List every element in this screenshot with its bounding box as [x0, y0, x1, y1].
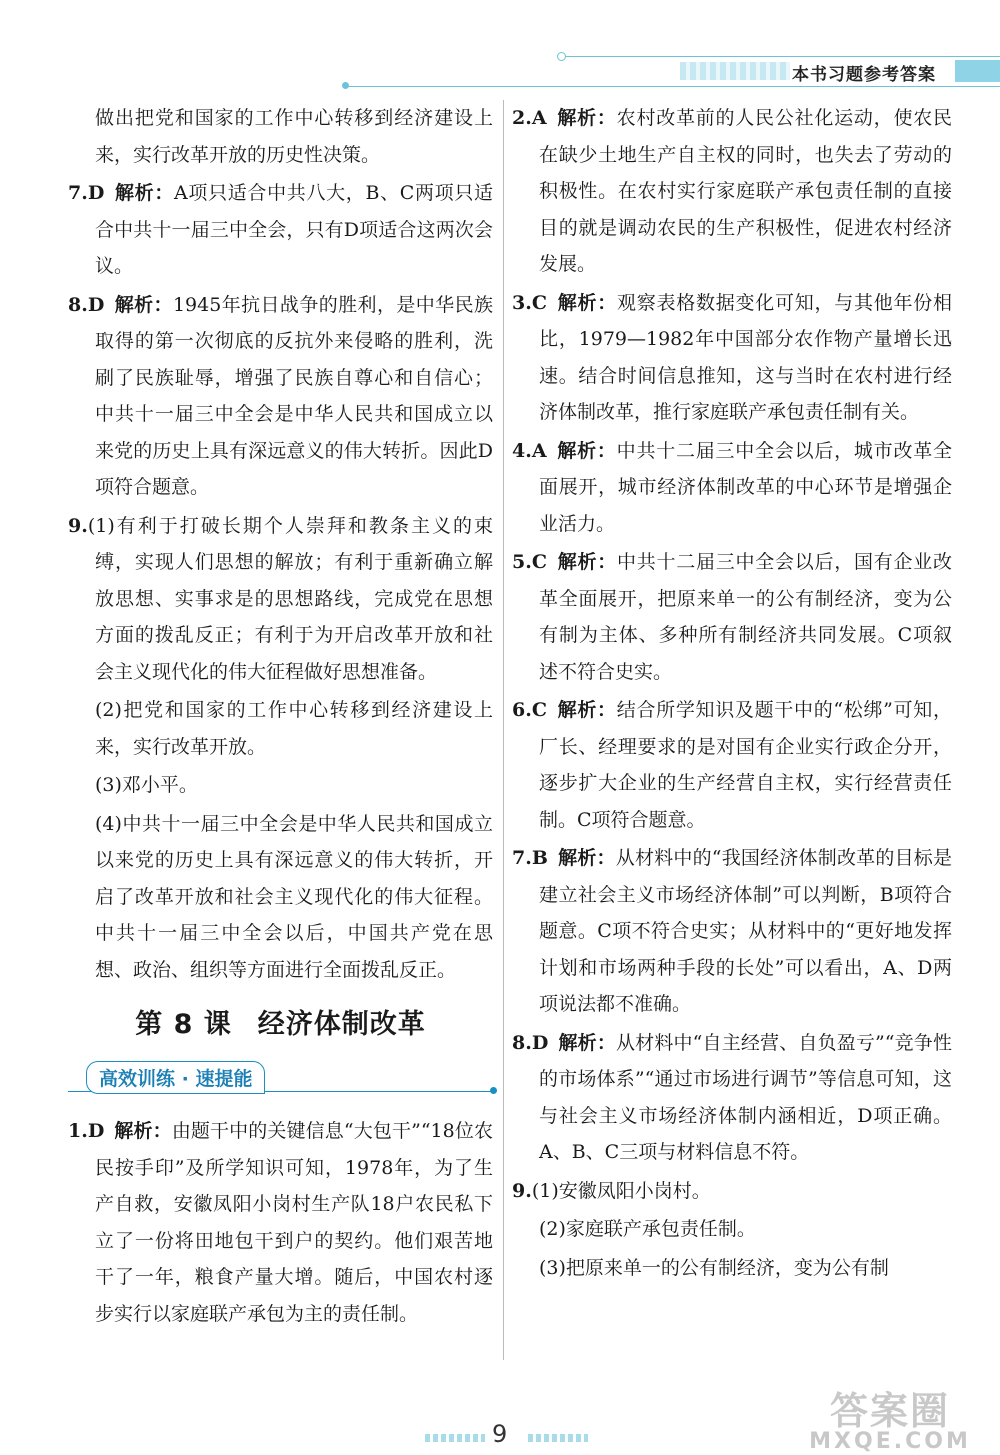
- answer-number: 4.A: [512, 439, 547, 462]
- header-rule-dot: [557, 52, 566, 61]
- page-number: 9: [492, 1420, 508, 1448]
- answer-text: 1945年抗日战争的胜利，是中华民族取得的第一次彻底的反抗外来侵略的胜利，洗刷了民族耻辱，增强了民族自尊心和自信心；中共十一届三中全会是中华人民共和国成立以来党的历史上具有深远意义的伟大转折。因此D项符合题意。: [95, 293, 493, 498]
- answer-number: 8.D: [512, 1031, 549, 1054]
- answer-number: 1.D: [68, 1120, 105, 1142]
- answer-text: (3)把原来单一的公有制经济，变为公有制: [539, 1256, 889, 1279]
- answer-text: 观察表格数据变化可知，与其他年份相比，1979—1982年中国部分农作物产量增长迅速。结合时间信息推知，这与当时在农村进行经济体制改革，推行家庭联产承包责任制有关。: [539, 291, 952, 423]
- left-column: [68, 100, 493, 1334]
- answer-item-9: [68, 508, 493, 989]
- analysis-tag: 解析：: [114, 1120, 172, 1142]
- footer-decoration-right: [528, 1434, 588, 1442]
- answer-part-4: [68, 806, 493, 989]
- header-tab-marker: [955, 60, 1000, 82]
- answer-part-1: [512, 1173, 952, 1210]
- answer-text: 结合所学知识及题干中的“松绑”可知，厂长、经理要求的是对国有企业实行政企分开，逐步扩大企业的生产经营自主权，实行经营责任制。C项符合题意。: [539, 699, 952, 831]
- answer-text: A项只适合中共八大，B、C两项只适合中共十一届三中全会，只有D项适合这两次会议。: [95, 182, 493, 277]
- header-underline: [345, 86, 1000, 87]
- answer-text: 中共十二届三中全会以后，城市改革全面展开，城市经济体制改革的中心环节是增强企业活力。: [539, 439, 952, 535]
- answer-number: 7.B: [512, 847, 548, 869]
- answer-part-2: [68, 692, 493, 765]
- answer-text: 做出把党和国家的工作中心转移到经济建设上来，实行改革开放的历史性决策。: [95, 107, 493, 166]
- answer-number: 9.: [512, 1179, 532, 1202]
- answer-item-5: [512, 544, 952, 690]
- answer-text: 农村改革前的人民公社化运动，使农民在缺少土地生产自主权的同时，也失去了劳动的积极性。在农村实行家庭联产承包责任制的直接目的就是调动农民的生产积极性，促进农村经济发展。: [539, 107, 952, 275]
- answer-text: (2)家庭联产承包责任制。: [539, 1218, 756, 1240]
- watermark-domain: MXQE.COM: [809, 1429, 971, 1454]
- answer-item-8b: [512, 1025, 952, 1171]
- lesson-title: [68, 1002, 493, 1041]
- answer-text: (1)有利于打破长期个人崇拜和教条主义的束缚，实现人们思想的解放；有利于重新确立解放思想、实事求是的思想路线，完成党在思想方面的拨乱反正；有利于为开启改革开放和社会主义现代化的伟大征程做好思想准备。: [87, 514, 493, 683]
- answer-number: 6.C: [512, 699, 547, 721]
- answer-text: 由题干中的关键信息“大包干”“18位农民按手印”及所学知识可知，1978年，为了生产自救，安徽凤阳小岗村生产队18户农民私下立了一份将田地包干到户的契约。他们艰苦地干了一年，粮食产量大增。随后，中国农村逐步实行以家庭联产承包为主的责任制。: [95, 1120, 493, 1325]
- answer-number: 2.A: [512, 107, 547, 129]
- analysis-tag: 解析：: [114, 293, 173, 316]
- analysis-tag: 解析：: [557, 847, 616, 869]
- answer-text: 从材料中的“我国经济体制改革的目标是建立社会主义市场经济体制”可以判断，B项符合题意。C项不符合史实；从材料中的“更好地发挥计划和市场两种手段的长处”可以看出，A、D两项说法都不准确。: [539, 847, 952, 1015]
- answer-text: 中共十二届三中全会以后，国有企业改革全面展开，把原来单一的公有制经济，变为公有制为主体、多种所有制经济共同发展。C项叙述不符合史实。: [539, 551, 952, 683]
- right-column: [512, 100, 952, 1288]
- banner-label: 高效训练 · 速提能: [86, 1061, 265, 1094]
- answer-text: 从材料中“自主经营、自负盈亏”“竞争性的市场体系”“通过市场进行调节”等信息可知，这与社会主义市场经济体制内涵相近，D项正确。A、B、C三项与材料信息不符。: [539, 1031, 952, 1163]
- analysis-tag: 解析：: [556, 551, 617, 573]
- answer-number: 7.D: [68, 182, 105, 204]
- header-decoration: [680, 62, 790, 80]
- lesson-number: 第 8 课: [135, 1009, 232, 1040]
- answer-item-6: [512, 692, 952, 838]
- answer-item-9b: [512, 1173, 952, 1287]
- answer-number: 8.D: [68, 293, 105, 316]
- answer-item-2: [512, 100, 952, 283]
- analysis-tag: 解析：: [556, 439, 617, 462]
- answer-item-7: [68, 175, 493, 285]
- analysis-tag: 解析：: [114, 182, 175, 204]
- banner-dot: [490, 1087, 497, 1094]
- page-header: [0, 0, 1000, 90]
- answer-number: 5.C: [512, 551, 547, 573]
- answer-text: (4)中共十一届三中全会是中华人民共和国成立以来党的历史上具有深远意义的伟大转折，开启了改革开放和社会主义现代化的伟大征程。中共十一届三中全会以后，中国共产党在思想、政治、组织等方面进行全面拨乱反正。: [95, 812, 493, 981]
- answer-item-3: [512, 285, 952, 431]
- answer-text: (3)邓小平。: [95, 774, 198, 796]
- continued-answer: [68, 100, 493, 173]
- header-rule: [560, 56, 1000, 57]
- answer-text: (2)把党和国家的工作中心转移到经济建设上来，实行改革开放。: [95, 699, 493, 758]
- answer-part-2: [512, 1211, 952, 1248]
- footer-decoration-left: [425, 1434, 485, 1442]
- analysis-tag: 解析：: [556, 699, 617, 721]
- analysis-tag: 解析：: [556, 291, 617, 314]
- answer-item-1: [68, 1113, 493, 1332]
- answer-part-3: [512, 1250, 952, 1287]
- answer-text: (1)安徽凤阳小岗村。: [531, 1179, 711, 1202]
- answer-item-8: [68, 287, 493, 506]
- lesson-name: 经济体制改革: [257, 1009, 426, 1040]
- answer-number: 3.C: [512, 291, 547, 314]
- watermark: [790, 1380, 990, 1454]
- section-banner: [68, 1057, 493, 1103]
- answer-item-7b: [512, 840, 952, 1023]
- answer-number: 9.: [68, 514, 88, 537]
- answer-part-1: [68, 508, 493, 691]
- column-divider: [503, 100, 504, 1360]
- answer-part-3: [68, 767, 493, 804]
- watermark-logo-text: 答案圈: [829, 1389, 950, 1433]
- header-underline-dot: [342, 82, 349, 89]
- analysis-tag: 解析：: [558, 1031, 616, 1054]
- analysis-tag: 解析：: [556, 107, 617, 129]
- answer-item-4: [512, 433, 952, 543]
- header-title: 本书习题参考答案: [792, 65, 936, 85]
